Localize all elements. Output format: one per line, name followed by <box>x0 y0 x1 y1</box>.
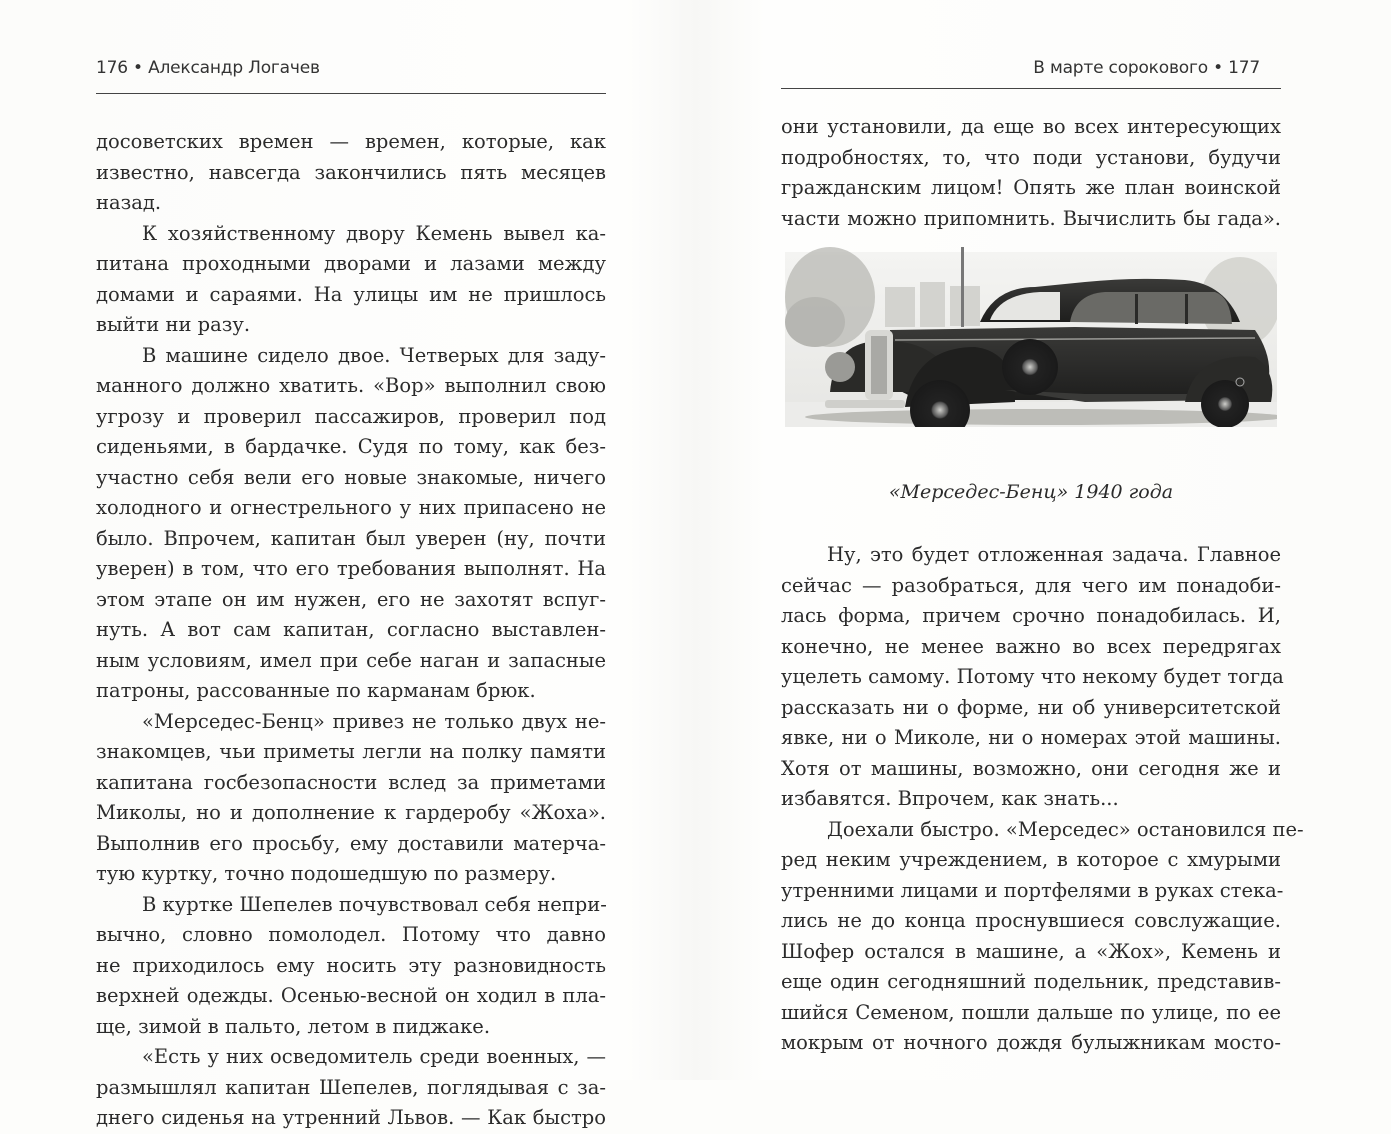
text-line: ным условиям, имел при себе наган и запасные <box>96 648 606 672</box>
figure <box>781 242 1281 427</box>
text-line: уверен) в том, что его требования выполнят. На <box>96 557 606 580</box>
text-line: подробностях, то, что поди установи, будучи <box>781 145 1281 169</box>
text-line: капитана госбезопасности вслед за приметами <box>96 770 606 794</box>
text-line: вычно, словно помолодел. Потому что давно <box>96 923 606 946</box>
text-line: Выполнив его просьбу, ему доставили матерча- <box>96 831 606 855</box>
text-line: досоветских времен — времен, которые, как <box>96 130 606 153</box>
text-line: конечно, не менее важно во всех передрягах <box>781 634 1281 658</box>
text-line: назад. <box>96 191 162 214</box>
left-body-text <box>96 127 606 1134</box>
text-line: было. Впрочем, капитан был уверен (ну, почти <box>96 526 606 550</box>
text-line: избавятся. Впрочем, как знать... <box>781 787 1119 810</box>
text-line: утренними лицами и портфелями в руках стека- <box>781 878 1284 902</box>
right-body-text-top <box>781 112 1281 234</box>
text-line: явке, ни о Миколе, ни о номерах этой машины. <box>781 726 1281 749</box>
text-line: «Мерседес-Бенц» привез не только двух не- <box>142 709 606 733</box>
text-line: сейчас — разобраться, для чего им понадоби- <box>781 573 1281 597</box>
text-line: питана проходными дворами и лазами между <box>96 252 606 275</box>
text-line: мокрым от ночного дождя булыжникам мосто- <box>781 1031 1281 1054</box>
text-line: нуть. А вот сам капитан, согласно выставлен- <box>96 618 606 641</box>
text-line: известно, навсегда закончились пять месяцев <box>96 160 606 184</box>
text-line: домами и сараями. На улицы им не пришлось <box>96 282 606 306</box>
text-line: не приходилось ему носить эту разновидность <box>96 953 606 977</box>
background-buildings <box>885 282 980 327</box>
text-line: шийся Семеном, пошли дальше по улице, по ее <box>781 1000 1281 1024</box>
text-line: лись не до конца проснувшиеся совслужащие. <box>781 909 1281 932</box>
text-line: части можно припомнить. Вычислить бы гада». <box>781 206 1281 230</box>
text-line: патроны, рассованные по карманам брюк. <box>96 679 536 702</box>
text-line: знакомцев, чьи приметы легли на полку памяти <box>96 740 606 763</box>
right-running-head: В марте сорокового • 177 <box>1033 58 1260 78</box>
text-line: Доехали быстро. «Мерседес» остановился пе- <box>827 817 1304 841</box>
text-line: угрозу и проверил пассажиров, проверил под <box>96 404 606 428</box>
text-line: К хозяйственному двору Кемень вывел ка- <box>142 221 606 245</box>
text-line: Ну, это будет отложенная задача. Главное <box>827 543 1281 566</box>
rear-wheel <box>1201 380 1249 427</box>
text-line: днего сиденья на утренний Львов. — Как быстро <box>96 1106 606 1129</box>
text-line: участно себя вели его новые знакомые, ничего <box>96 465 606 489</box>
text-line: В куртке Шепелев почувствовал себя непри- <box>142 892 607 916</box>
flagpole <box>961 247 964 327</box>
text-line: сиденьями, в бардачке. Судя по тому, как без- <box>96 435 606 458</box>
text-line: размышлял капитан Шепелев, поглядывая с за- <box>96 1075 606 1099</box>
text-line: еще один сегодняшний подельник, представив- <box>781 970 1281 993</box>
text-line: гражданским лицом! Опять же план воинской <box>781 176 1281 199</box>
text-line: Хотя от машины, возможно, они сегодня же и <box>781 756 1281 780</box>
text-line: «Есть у них осведомитель среди военных, — <box>142 1045 606 1068</box>
left-running-head: 176 • Александр Логачев <box>96 58 320 78</box>
spare-wheel <box>1002 339 1058 395</box>
left-header-rule <box>96 93 606 94</box>
text-line: ще, зимой в пальто, летом в пиджаке. <box>96 1014 491 1038</box>
text-line: лась форма, причем срочно понадобилась. И, <box>781 604 1281 627</box>
text-line: Шофер остался в машине, а «Жох», Кемень и <box>781 939 1281 963</box>
car-photo <box>785 242 1277 427</box>
text-line: ред неким учреждением, в которое с хмурыми <box>781 848 1281 871</box>
text-line: этом этапе он им нужен, его не захотят вспуг- <box>96 587 606 611</box>
text-line: рассказать ни о форме, ни об университетской <box>781 695 1281 719</box>
text-line: верхней одежды. Осенью-весной он ходил в пла- <box>96 984 606 1007</box>
text-line: выйти ни разу. <box>96 313 251 336</box>
right-header-rule <box>781 88 1281 89</box>
text-line: манного должно хватить. «Вор» выполнил свою <box>96 374 606 397</box>
text-line: Миколы, но и дополнение к гардеробу «Жоха». <box>96 801 606 824</box>
figure-caption: «Мерседес-Бенц» 1940 года <box>888 481 1174 503</box>
text-line: они установили, да еще во всех интересующих <box>781 115 1281 138</box>
text-line: тую куртку, точно подошедшую по размеру. <box>96 862 557 885</box>
right-body-text-bottom <box>781 540 1304 1059</box>
text-line: холодного и огнестрельного у них припасено не <box>96 496 606 519</box>
text-line: В машине сидело двое. Четверых для заду- <box>142 343 606 367</box>
text-line: уцелеть самому. Потому что некому будет тогда <box>781 665 1284 688</box>
